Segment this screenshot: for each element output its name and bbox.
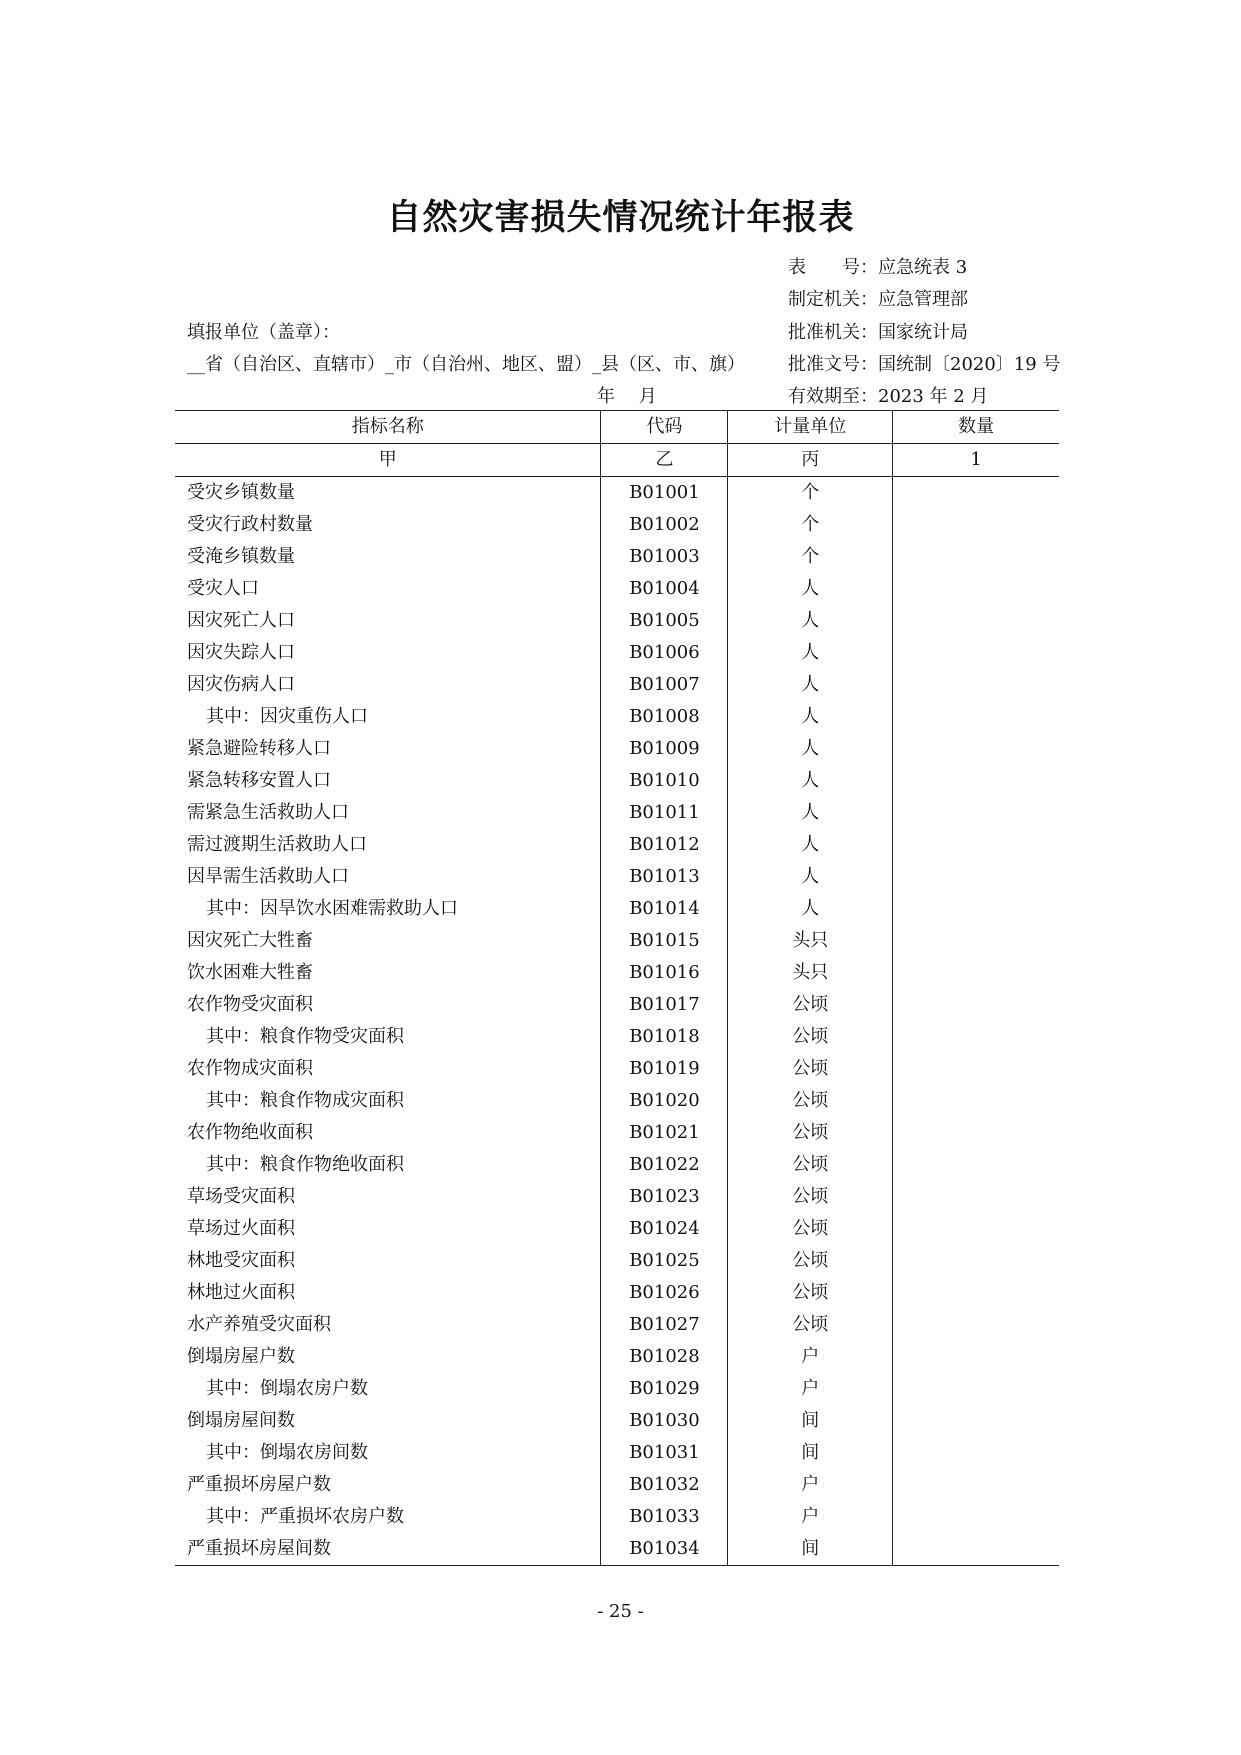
unit-cell: 人 <box>728 573 893 605</box>
table-row <box>175 797 1059 829</box>
quantity-cell <box>893 829 1059 861</box>
indicator-name-cell: 其中：严重损坏农房户数 <box>175 1501 601 1533</box>
quantity-cell <box>893 1181 1059 1213</box>
code-cell: B01030 <box>601 1405 728 1437</box>
code-cell: B01007 <box>601 669 728 701</box>
indicator-name-cell: 其中：粮食作物绝收面积 <box>175 1149 601 1181</box>
table-row <box>175 1533 1059 1566</box>
quantity-cell <box>893 989 1059 1021</box>
quantity-cell <box>893 541 1059 573</box>
unit-cell: 公顷 <box>728 1277 893 1309</box>
code-cell: B01011 <box>601 797 728 829</box>
code-cell: B01001 <box>601 477 728 510</box>
unit-cell: 户 <box>728 1501 893 1533</box>
indicator-name-cell: 草场过火面积 <box>175 1213 601 1245</box>
code-cell: B01014 <box>601 893 728 925</box>
table-row <box>175 1117 1059 1149</box>
quantity-cell <box>893 669 1059 701</box>
quantity-cell <box>893 1085 1059 1117</box>
table-row <box>175 829 1059 861</box>
quantity-cell <box>893 509 1059 541</box>
code-cell: B01025 <box>601 1245 728 1277</box>
table-row <box>175 477 1059 510</box>
header-indicator-name: 指标名称 <box>175 411 601 444</box>
unit-cell: 人 <box>728 861 893 893</box>
unit-cell: 间 <box>728 1405 893 1437</box>
quantity-cell <box>893 1053 1059 1085</box>
indicator-name-cell: 林地受灾面积 <box>175 1245 601 1277</box>
unit-cell: 间 <box>728 1437 893 1469</box>
quantity-cell <box>893 765 1059 797</box>
table-row <box>175 893 1059 925</box>
unit-cell: 间 <box>728 1533 893 1566</box>
table-row <box>175 573 1059 605</box>
code-cell: B01018 <box>601 1021 728 1053</box>
unit-cell: 公顷 <box>728 1085 893 1117</box>
header-code: 代码 <box>601 411 728 444</box>
code-cell: B01017 <box>601 989 728 1021</box>
indicator-name-cell: 农作物绝收面积 <box>175 1117 601 1149</box>
year-month-line: 年 月 <box>597 386 657 407</box>
unit-cell: 公顷 <box>728 1213 893 1245</box>
code-cell: B01015 <box>601 925 728 957</box>
unit-cell: 个 <box>728 477 893 510</box>
quantity-cell <box>893 733 1059 765</box>
table-row <box>175 669 1059 701</box>
indicator-name-cell: 其中：倒塌农房户数 <box>175 1373 601 1405</box>
indicator-name-cell: 因灾伤病人口 <box>175 669 601 701</box>
table-row <box>175 1341 1059 1373</box>
indicator-name-cell: 倒塌房屋间数 <box>175 1405 601 1437</box>
table-row <box>175 1021 1059 1053</box>
table-body <box>175 477 1059 1566</box>
indicator-name-cell: 需紧急生活救助人口 <box>175 797 601 829</box>
indicator-name-cell: 其中：因旱饮水困难需救助人口 <box>175 893 601 925</box>
code-cell: B01006 <box>601 637 728 669</box>
code-cell: B01032 <box>601 1469 728 1501</box>
code-cell: B01024 <box>601 1213 728 1245</box>
quantity-cell <box>893 957 1059 989</box>
indicator-name-cell: 其中：粮食作物成灾面积 <box>175 1085 601 1117</box>
indicator-name-cell: 其中：粮食作物受灾面积 <box>175 1021 601 1053</box>
quantity-cell <box>893 1117 1059 1149</box>
code-cell: B01027 <box>601 1309 728 1341</box>
reporting-unit-label: 填报单位（盖章）： <box>187 322 340 343</box>
unit-cell: 公顷 <box>728 989 893 1021</box>
table-row <box>175 1149 1059 1181</box>
indicator-name-cell: 严重损坏房屋间数 <box>175 1533 601 1566</box>
table-row <box>175 701 1059 733</box>
unit-cell: 公顷 <box>728 1053 893 1085</box>
table-row <box>175 861 1059 893</box>
unit-cell: 人 <box>728 893 893 925</box>
code-cell: B01028 <box>601 1341 728 1373</box>
approval-number: 批准文号：国统制〔2020〕19 号 <box>788 354 1061 375</box>
quantity-cell <box>893 477 1059 510</box>
code-cell: B01020 <box>601 1085 728 1117</box>
indicator-name-cell: 受灾乡镇数量 <box>175 477 601 510</box>
unit-cell: 个 <box>728 541 893 573</box>
indicator-name-cell: 饮水困难大牲畜 <box>175 957 601 989</box>
unit-cell: 公顷 <box>728 1309 893 1341</box>
code-cell: B01022 <box>601 1149 728 1181</box>
indicator-name-cell: 因灾失踪人口 <box>175 637 601 669</box>
approving-agency: 批准机关：国家统计局 <box>788 322 968 343</box>
table-row <box>175 605 1059 637</box>
unit-cell: 公顷 <box>728 1245 893 1277</box>
quantity-cell <box>893 1533 1059 1566</box>
indicator-name-cell: 紧急避险转移人口 <box>175 733 601 765</box>
statistics-table <box>175 410 1059 1566</box>
unit-cell: 人 <box>728 797 893 829</box>
code-cell: B01003 <box>601 541 728 573</box>
indicator-name-cell: 草场受灾面积 <box>175 1181 601 1213</box>
quantity-cell <box>893 637 1059 669</box>
unit-cell: 头只 <box>728 925 893 957</box>
unit-cell: 人 <box>728 765 893 797</box>
unit-cell: 公顷 <box>728 1149 893 1181</box>
code-cell: B01021 <box>601 1117 728 1149</box>
unit-cell: 户 <box>728 1373 893 1405</box>
code-cell: B01016 <box>601 957 728 989</box>
code-cell: B01013 <box>601 861 728 893</box>
page-title: 自然灾害损失情况统计年报表 <box>386 197 855 238</box>
indicator-name-cell: 农作物成灾面积 <box>175 1053 601 1085</box>
quantity-cell <box>893 893 1059 925</box>
issuing-agency: 制定机关：应急管理部 <box>788 289 968 310</box>
code-cell: B01026 <box>601 1277 728 1309</box>
unit-cell: 人 <box>728 733 893 765</box>
quantity-cell <box>893 1149 1059 1181</box>
table-row <box>175 509 1059 541</box>
quantity-cell <box>893 925 1059 957</box>
table-row <box>175 1053 1059 1085</box>
indicator-name-cell: 因灾死亡大牲畜 <box>175 925 601 957</box>
quantity-cell <box>893 1021 1059 1053</box>
code-cell: B01004 <box>601 573 728 605</box>
unit-cell: 人 <box>728 637 893 669</box>
indicator-name-cell: 严重损坏房屋户数 <box>175 1469 601 1501</box>
indicator-name-cell: 其中：因灾重伤人口 <box>175 701 601 733</box>
quantity-cell <box>893 1341 1059 1373</box>
indicator-name-cell: 水产养殖受灾面积 <box>175 1309 601 1341</box>
indicator-name-cell: 受灾行政村数量 <box>175 509 601 541</box>
code-cell: B01029 <box>601 1373 728 1405</box>
quantity-cell <box>893 573 1059 605</box>
unit-cell: 公顷 <box>728 1117 893 1149</box>
code-cell: B01031 <box>601 1437 728 1469</box>
header-quantity: 数量 <box>893 411 1059 444</box>
header-unit: 计量单位 <box>728 411 893 444</box>
quantity-cell <box>893 1405 1059 1437</box>
indicator-name-cell: 受淹乡镇数量 <box>175 541 601 573</box>
quantity-cell <box>893 701 1059 733</box>
column-subheader-row <box>175 444 1059 477</box>
table-row <box>175 733 1059 765</box>
quantity-cell <box>893 1469 1059 1501</box>
indicator-name-cell: 需过渡期生活救助人口 <box>175 829 601 861</box>
valid-until: 有效期至：2023 年 2 月 <box>788 386 989 407</box>
unit-cell: 人 <box>728 701 893 733</box>
quantity-cell <box>893 1501 1059 1533</box>
table-row <box>175 765 1059 797</box>
quantity-cell <box>893 1309 1059 1341</box>
unit-cell: 公顷 <box>728 1181 893 1213</box>
code-cell: B01005 <box>601 605 728 637</box>
table-row <box>175 1181 1059 1213</box>
unit-cell: 公顷 <box>728 1021 893 1053</box>
unit-cell: 人 <box>728 605 893 637</box>
quantity-cell <box>893 861 1059 893</box>
code-cell: B01010 <box>601 765 728 797</box>
table-row <box>175 1437 1059 1469</box>
indicator-name-cell: 农作物受灾面积 <box>175 989 601 1021</box>
quantity-cell <box>893 1245 1059 1277</box>
table-row <box>175 957 1059 989</box>
quantity-cell <box>893 797 1059 829</box>
unit-cell: 人 <box>728 669 893 701</box>
table-row <box>175 1245 1059 1277</box>
table-row <box>175 1373 1059 1405</box>
indicator-name-cell: 林地过火面积 <box>175 1277 601 1309</box>
quantity-cell <box>893 1437 1059 1469</box>
indicator-name-cell: 因灾死亡人口 <box>175 605 601 637</box>
indicator-name-cell: 因旱需生活救助人口 <box>175 861 601 893</box>
quantity-cell <box>893 1213 1059 1245</box>
subheader-bing: 丙 <box>728 444 893 477</box>
table-row <box>175 1277 1059 1309</box>
code-cell: B01023 <box>601 1181 728 1213</box>
table-row <box>175 1309 1059 1341</box>
table-row <box>175 541 1059 573</box>
unit-cell: 户 <box>728 1469 893 1501</box>
subheader-jia: 甲 <box>175 444 601 477</box>
table-row <box>175 989 1059 1021</box>
code-cell: B01009 <box>601 733 728 765</box>
indicator-name-cell: 其中：倒塌农房间数 <box>175 1437 601 1469</box>
indicator-name-cell: 倒塌房屋户数 <box>175 1341 601 1373</box>
column-header-row <box>175 411 1059 444</box>
code-cell: B01033 <box>601 1501 728 1533</box>
code-cell: B01012 <box>601 829 728 861</box>
table-row <box>175 925 1059 957</box>
quantity-cell <box>893 1373 1059 1405</box>
code-cell: B01002 <box>601 509 728 541</box>
page-number: - 25 - <box>597 1601 644 1622</box>
table-number: 表 号：应急统表 3 <box>788 257 968 278</box>
unit-cell: 户 <box>728 1341 893 1373</box>
indicator-name-cell: 受灾人口 <box>175 573 601 605</box>
subheader-yi: 乙 <box>601 444 728 477</box>
code-cell: B01034 <box>601 1533 728 1566</box>
table-row <box>175 1469 1059 1501</box>
table-row <box>175 1085 1059 1117</box>
region-line: __省（自治区、直辖市）_市（自治州、地区、盟）_县（区、市、旗） <box>187 354 745 375</box>
code-cell: B01008 <box>601 701 728 733</box>
table-row <box>175 637 1059 669</box>
table-row <box>175 1501 1059 1533</box>
code-cell: B01019 <box>601 1053 728 1085</box>
table-row <box>175 1405 1059 1437</box>
table-row <box>175 1213 1059 1245</box>
indicator-name-cell: 紧急转移安置人口 <box>175 765 601 797</box>
quantity-cell <box>893 1277 1059 1309</box>
unit-cell: 头只 <box>728 957 893 989</box>
unit-cell: 个 <box>728 509 893 541</box>
unit-cell: 人 <box>728 829 893 861</box>
quantity-cell <box>893 605 1059 637</box>
subheader-one: 1 <box>893 444 1059 477</box>
